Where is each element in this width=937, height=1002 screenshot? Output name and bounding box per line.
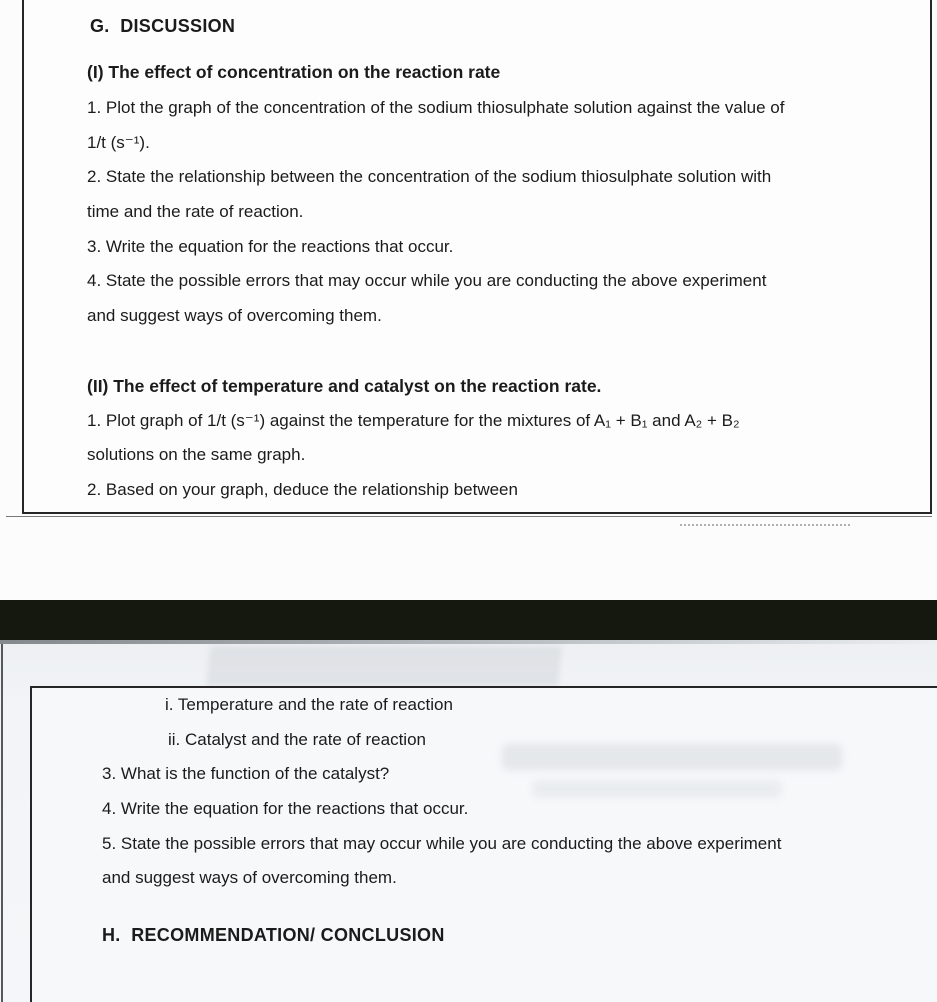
section-heading-recommendation: H. RECOMMENDATION/ CONCLUSION xyxy=(102,925,445,946)
text-line: and suggest ways of overcoming them. xyxy=(102,868,397,888)
text-line: 4. Write the equation for the reactions that occur. xyxy=(102,799,469,819)
page-2-frame xyxy=(30,686,937,1002)
text-line: 1/t (s⁻¹). xyxy=(87,132,150,152)
subsection-heading-temperature-catalyst: (II) The effect of temperature and catalyst on the reaction rate. xyxy=(87,375,602,396)
text-line: 1. Plot the graph of the concentration of the sodium thiosulphate solution against the value of xyxy=(87,98,785,117)
subsection-heading-concentration: (I) The effect of concentration on the reaction rate xyxy=(87,62,501,82)
text-line: 5. State the possible errors that may occur while you are conducting the above experiment xyxy=(102,833,782,853)
band-edge-highlight xyxy=(0,640,937,644)
page-1-frame xyxy=(22,0,932,514)
roman-item: ii. Catalyst and the rate of reaction xyxy=(168,729,426,749)
section-heading-discussion: G. DISCUSSION xyxy=(90,16,236,36)
text-line: time and the rate of reaction. xyxy=(87,202,304,222)
roman-item: i. Temperature and the rate of reaction xyxy=(165,695,453,714)
text-line: 3. What is the function of the catalyst? xyxy=(102,764,390,784)
text-line: 4. State the possible errors that may occur while you are conducting the above experiment xyxy=(87,271,767,291)
page-1-content xyxy=(24,7,930,508)
scanner-separator-band xyxy=(0,600,937,640)
text-line: 2. State the relationship between the concentration of the sodium thiosulphate solution with xyxy=(87,167,772,187)
text-line: 2. Based on your graph, deduce the relationship between xyxy=(87,479,518,499)
ink-bleed-artifact xyxy=(502,744,842,770)
text-line: 3. Write the equation for the reactions that occur. xyxy=(87,236,454,256)
text-line: and suggest ways of overcoming them. xyxy=(87,306,382,326)
text-line: 1. Plot graph of 1/t (s⁻¹) against the temperature for the mixtures of A₁ + B₁ and A₂ + B₂ xyxy=(87,410,740,430)
page-2-content xyxy=(32,688,937,954)
scan-edge-artifact xyxy=(1,644,3,1002)
page-1-bottom-scan-line xyxy=(6,516,932,517)
ink-bleed-artifact xyxy=(532,780,782,798)
page-edge-shadow-artifact xyxy=(206,646,562,687)
scan-dot-artifacts xyxy=(680,522,850,526)
text-line: solutions on the same graph. xyxy=(87,445,306,465)
